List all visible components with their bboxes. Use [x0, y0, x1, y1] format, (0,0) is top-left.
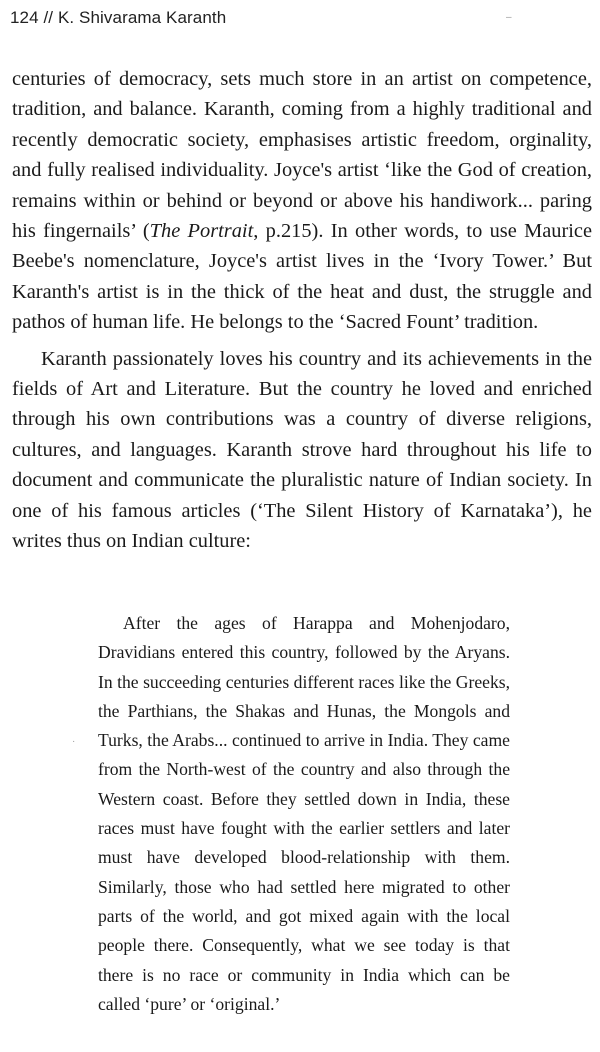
running-head: 124 // K. Shivarama Karanth [10, 8, 227, 27]
body-text [12, 64, 592, 557]
scan-speck: – [506, 12, 512, 23]
block-quote: After the ages of Harappa and Mohenjodaro, Dravidians entered this country, followed by the Aryans. In the succeeding centuries different races like the Greeks, the Parthians, the Shakas and Hunas, the Mongols and Turks, the Arabs... continued to arrive in India. They came from the North-west of the country and also through the Western coast. Before they settled down in India, these races must have fought with the earlier settlers and later must have developed blood-relationship with them. Similarly, those who had settled here migrated to other parts of the world, and got mixed again with the local people there. Consequently, what we see today is that there is no race or community in India which can be called ‘pure’ or ‘original.’ [98, 613, 510, 1014]
citation-title: The Portrait [149, 220, 254, 243]
paragraph [12, 64, 592, 338]
scan-speck: · [72, 736, 76, 747]
paragraph-text: , p.215). In other words, to use Maurice Beebe's nomenclature, Joyce's artist lives in the ‘Ivory Tower.’ But Karanth's artist is in the thick of the heat and dust, the struggle and pathos of human life. He belongs to the ‘Sacred Fount’ tradition. [12, 220, 592, 334]
paragraph: Karanth passionately loves his country and its achievements in the fields of Art and Literature. But the country he loved and enriched through his own contributions was a country of diverse religions, cultures, and languages. Karanth strove hard throughout his life to document and communicate the pluralistic nature of Indian society. In one of his famous articles (‘The Silent History of Karnataka’), he writes thus on Indian culture: [12, 347, 592, 553]
paragraph-text: centuries of democracy, sets much store in an artist on competence, tradition, and balance. Karanth, coming from a highly traditional and recently democratic society, emphasises artistic freedom, orginality, and fully realised individuality. Joyce's artist ‘like the God of creation, remains within or behind or beyond or above his handiwork... paring his fingernails’ ( [12, 68, 592, 243]
